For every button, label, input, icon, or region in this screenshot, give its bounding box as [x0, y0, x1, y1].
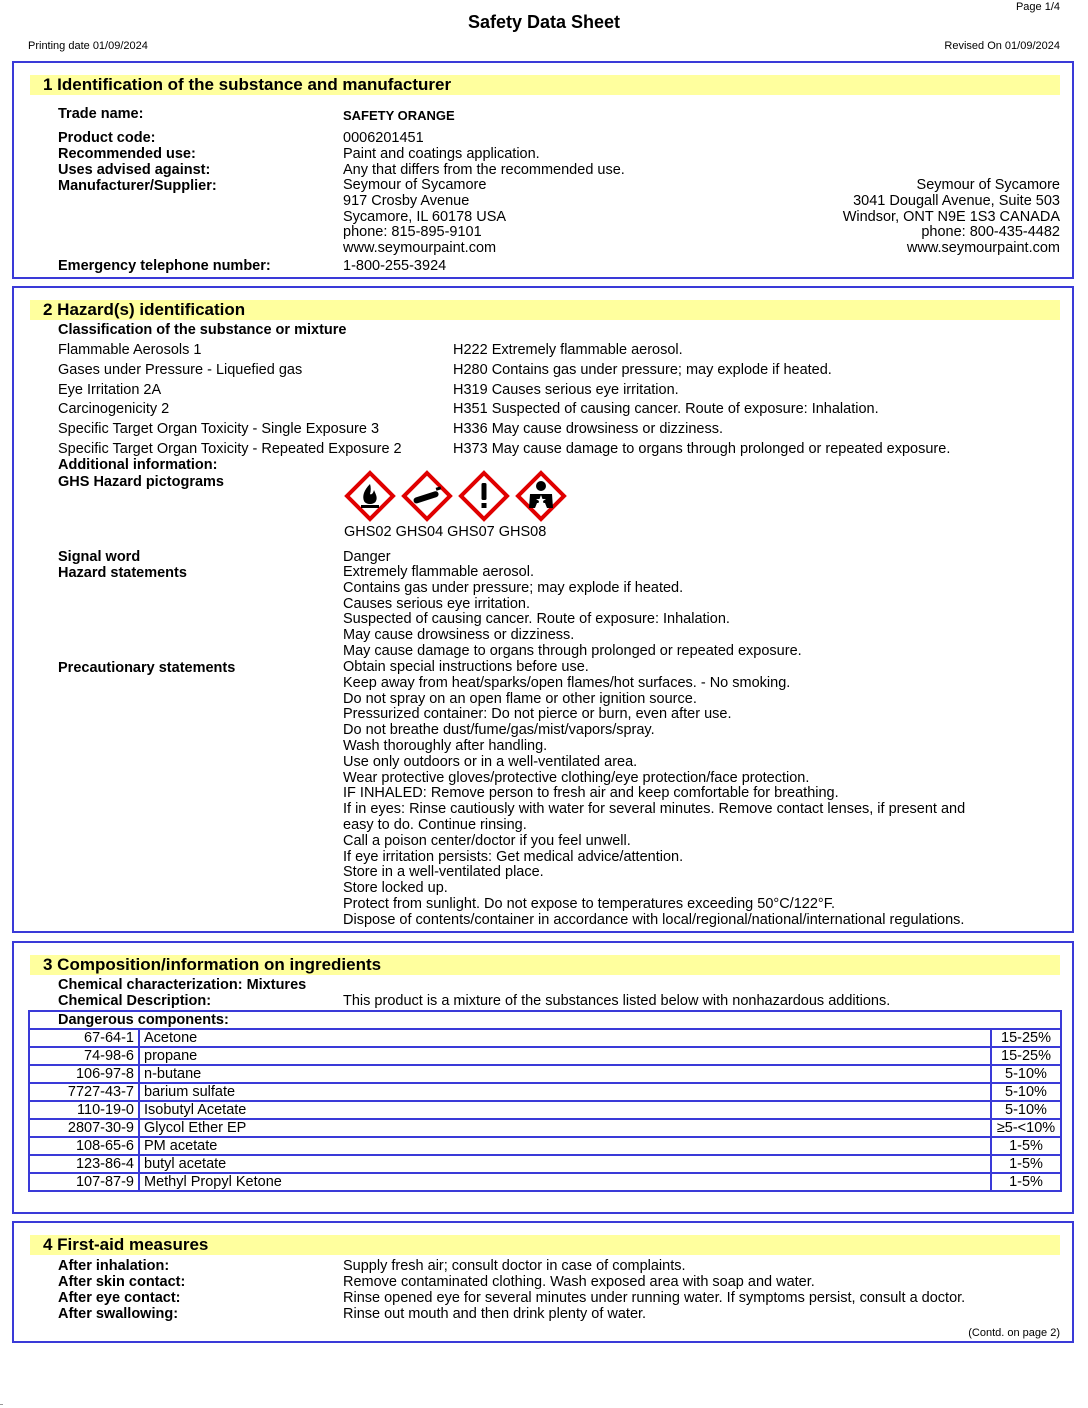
precautionary-statement: Call a poison center/doctor if you feel unwell. — [343, 832, 631, 849]
address-website: www.seymourpaint.com — [343, 240, 497, 257]
address-line: 3041 Dougall Avenue, Suite 503 — [853, 192, 1060, 209]
classification-category: Gases under Pressure - Liquefied gas — [58, 362, 303, 378]
hazard-statement: May cause drowsiness or dizziness. — [343, 627, 575, 644]
table-row — [29, 1083, 1061, 1101]
precautionary-statement: Do not spray on an open flame or other ignition source. — [343, 690, 697, 707]
hazard-statements-label: Hazard statements — [58, 565, 187, 581]
component-percent: 1-5% — [991, 1155, 1061, 1173]
cas-number: 74-98-6 — [29, 1047, 139, 1065]
section-title: 3 Composition/information on ingredients — [30, 955, 1060, 975]
address-line: Sycamore, IL 60178 USA — [343, 208, 507, 225]
section-identification — [12, 61, 1074, 279]
classification-statement: H319 Causes serious eye irritation. — [453, 382, 679, 398]
first-aid-text: Rinse opened eye for several minutes under running water. If symptoms persist, consult a doctor. — [343, 1290, 966, 1306]
table-row — [29, 1047, 1061, 1065]
first-aid-text: Supply fresh air; consult doctor in case of complaints. — [343, 1258, 686, 1274]
signal-word-label: Signal word — [58, 549, 141, 565]
section-title: 4 First-aid measures — [30, 1235, 1060, 1255]
precautionary-statement: Do not breathe dust/fume/gas/mist/vapors/spray. — [343, 722, 655, 739]
table-row — [29, 1119, 1061, 1137]
chemical-description-value: This product is a mixture of the substances listed below with nonhazardous additions. — [343, 993, 891, 1009]
component-percent: 15-25% — [991, 1029, 1061, 1047]
hazard-statement: Causes serious eye irritation. — [343, 595, 530, 612]
components-header: Dangerous components: — [29, 1011, 1061, 1029]
component-name: n-butane — [139, 1065, 991, 1083]
component-percent: ≥5-<10% — [991, 1119, 1061, 1137]
ghs-pictograms — [344, 470, 572, 522]
first-aid-label: After eye contact: — [58, 1290, 181, 1306]
component-name: Isobutyl Acetate — [139, 1101, 991, 1119]
section-composition — [12, 941, 1074, 1214]
pictograms-label: GHS Hazard pictograms — [58, 474, 224, 490]
product-code-label: Product code: — [58, 130, 156, 146]
health-hazard-icon — [515, 470, 567, 522]
cas-number: 107-87-9 — [29, 1173, 139, 1191]
dangerous-components-table — [28, 1010, 1062, 1192]
precautionary-statement: Wash thoroughly after handling. — [343, 737, 548, 754]
cas-number: 123-86-4 — [29, 1155, 139, 1173]
component-name: Methyl Propyl Ketone — [139, 1173, 991, 1191]
table-row — [29, 1173, 1061, 1191]
hazard-statements-list — [343, 565, 802, 660]
document-title: Safety Data Sheet — [467, 12, 621, 32]
classification-statement: H351 Suspected of causing cancer. Route of exposure: Inhalation. — [453, 401, 879, 417]
component-percent: 15-25% — [991, 1047, 1061, 1065]
address-line: Seymour of Sycamore — [343, 177, 487, 193]
precautionary-statement: IF INHALED: Remove person to fresh air and keep comfortable for breathing. — [343, 785, 839, 802]
component-percent: 1-5% — [991, 1173, 1061, 1191]
exclamation-mark-icon — [458, 470, 510, 522]
address-line: 917 Crosby Avenue — [343, 192, 470, 209]
classification-statement: H280 Contains gas under pressure; may explode if heated. — [453, 362, 832, 378]
classification-statement: H373 May cause damage to organs through prolonged or repeated exposure. — [453, 441, 951, 457]
chemical-characterization: Chemical characterization: Mixtures — [58, 977, 307, 993]
recommended-use-label: Recommended use: — [58, 146, 196, 162]
table-row — [29, 1065, 1061, 1083]
hazard-statement: Suspected of causing cancer. Route of exposure: Inhalation. — [343, 611, 730, 628]
table-row — [29, 1137, 1061, 1155]
precautionary-statement: Wear protective gloves/protective clothing/eye protection/face protection. — [343, 769, 810, 786]
additional-info-label: Additional information: — [58, 457, 218, 473]
precautionary-statement: Protect from sunlight. Do not expose to temperatures exceeding 50°C/122°F. — [343, 895, 835, 912]
cas-number: 7727-43-7 — [29, 1083, 139, 1101]
precautionary-statement: Dispose of contents/container in accordance with local/regional/national/international regulations. — [343, 911, 965, 928]
precautionary-statement: easy to do. Continue rinsing. — [343, 816, 527, 833]
component-percent: 5-10% — [991, 1065, 1061, 1083]
section-title: 2 Hazard(s) identification — [30, 300, 1060, 320]
emergency-phone-value: 1-800-255-3924 — [343, 258, 447, 274]
classification-category: Specific Target Organ Toxicity - Single Exposure 3 — [58, 421, 380, 437]
classification-statement: H336 May cause drowsiness or dizziness. — [453, 421, 723, 437]
hazard-statement: Contains gas under pressure; may explode if heated. — [343, 579, 684, 596]
address-phone: phone: 800-435-4482 — [921, 224, 1060, 241]
first-aid-text: Remove contaminated clothing. Wash exposed area with soap and water. — [343, 1274, 815, 1290]
cas-number: 110-19-0 — [29, 1101, 139, 1119]
section-title: 1 Identification of the substance and manufacturer — [30, 75, 1060, 95]
address-website: www.seymourpaint.com — [906, 240, 1060, 257]
classification-category: Flammable Aerosols 1 — [58, 342, 202, 358]
classification-label: Classification of the substance or mixture — [58, 322, 347, 338]
component-name: Acetone — [139, 1029, 991, 1047]
first-aid-text: Rinse out mouth and then drink plenty of water. — [343, 1306, 647, 1322]
trade-name-label: Trade name: — [58, 106, 144, 122]
signal-word-value: Danger — [343, 549, 391, 565]
emergency-phone-label: Emergency telephone number: — [58, 258, 271, 274]
precautionary-statement: If eye irritation persists: Get medical advice/attention. — [343, 848, 684, 865]
manufacturer-us-address — [343, 178, 506, 257]
precautionary-statement: Store in a well-ventilated place. — [343, 864, 544, 881]
component-name: barium sulfate — [139, 1083, 991, 1101]
table-row — [29, 1155, 1061, 1173]
table-header-row — [29, 1011, 1061, 1029]
uses-advised-against-label: Uses advised against: — [58, 162, 211, 178]
precautionary-statement: Keep away from heat/sparks/open flames/hot surfaces. - No smoking. — [343, 674, 791, 691]
precautionary-statement: Store locked up. — [343, 880, 448, 897]
precautionary-statement: If in eyes: Rinse cautiously with water for several minutes. Remove contact lenses, if present and — [343, 801, 966, 818]
classification-category: Eye Irritation 2A — [58, 382, 162, 398]
trade-name-value: SAFETY ORANGE — [343, 108, 455, 123]
classification-category: Specific Target Organ Toxicity - Repeated Exposure 2 — [58, 441, 402, 457]
classification-statement: H222 Extremely flammable aerosol. — [453, 342, 683, 358]
component-name: PM acetate — [139, 1137, 991, 1155]
precautionary-list — [343, 660, 965, 929]
revised-date: Revised On 01/09/2024 — [944, 40, 1060, 52]
flame-icon — [344, 470, 396, 522]
first-aid-label: After inhalation: — [58, 1258, 170, 1274]
page-number: Page 1/4 — [1015, 1, 1060, 13]
hazard-statement: Extremely flammable aerosol. — [343, 564, 534, 580]
precautionary-statement: Pressurized container: Do not pierce or burn, even after use. — [343, 706, 732, 723]
continued-note: (Contd. on page 2) — [968, 1327, 1060, 1339]
page-edge-mark — [0, 1404, 3, 1405]
address-phone: phone: 815-895-9101 — [343, 224, 482, 241]
table-row — [29, 1101, 1061, 1119]
section-first-aid — [12, 1221, 1074, 1343]
address-line: Windsor, ONT N9E 1S3 CANADA — [842, 208, 1060, 225]
component-percent: 5-10% — [991, 1083, 1061, 1101]
cas-number: 2807-30-9 — [29, 1119, 139, 1137]
precautionary-statement: Use only outdoors or in a well-ventilated area. — [343, 753, 638, 770]
manufacturer-ca-address — [843, 178, 1060, 257]
address-line: Seymour of Sycamore — [916, 177, 1060, 193]
pictogram-codes: GHS02 GHS04 GHS07 GHS08 — [344, 524, 547, 540]
recommended-use-value: Paint and coatings application. — [343, 146, 540, 162]
component-name: propane — [139, 1047, 991, 1065]
first-aid-label: After skin contact: — [58, 1274, 186, 1290]
manufacturer-label: Manufacturer/Supplier: — [58, 178, 217, 194]
product-code-value: 0006201451 — [343, 130, 424, 146]
chemical-description-label: Chemical Description: — [58, 993, 212, 1009]
cas-number: 106-97-8 — [29, 1065, 139, 1083]
precautionary-statement: Obtain special instructions before use. — [343, 659, 589, 675]
component-percent: 5-10% — [991, 1101, 1061, 1119]
section-hazards — [12, 286, 1074, 933]
uses-advised-against-value: Any that differs from the recommended use. — [343, 162, 625, 178]
first-aid-label: After swallowing: — [58, 1306, 179, 1322]
component-percent: 1-5% — [991, 1137, 1061, 1155]
component-name: Glycol Ether EP — [139, 1119, 991, 1137]
printing-date: Printing date 01/09/2024 — [28, 40, 148, 52]
hazard-statement: May cause damage to organs through prolonged or repeated exposure. — [343, 642, 802, 659]
classification-category: Carcinogenicity 2 — [58, 401, 170, 417]
gas-cylinder-icon — [401, 470, 453, 522]
table-row — [29, 1029, 1061, 1047]
cas-number: 108-65-6 — [29, 1137, 139, 1155]
cas-number: 67-64-1 — [29, 1029, 139, 1047]
precautionary-label: Precautionary statements — [58, 660, 236, 676]
component-name: butyl acetate — [139, 1155, 991, 1173]
